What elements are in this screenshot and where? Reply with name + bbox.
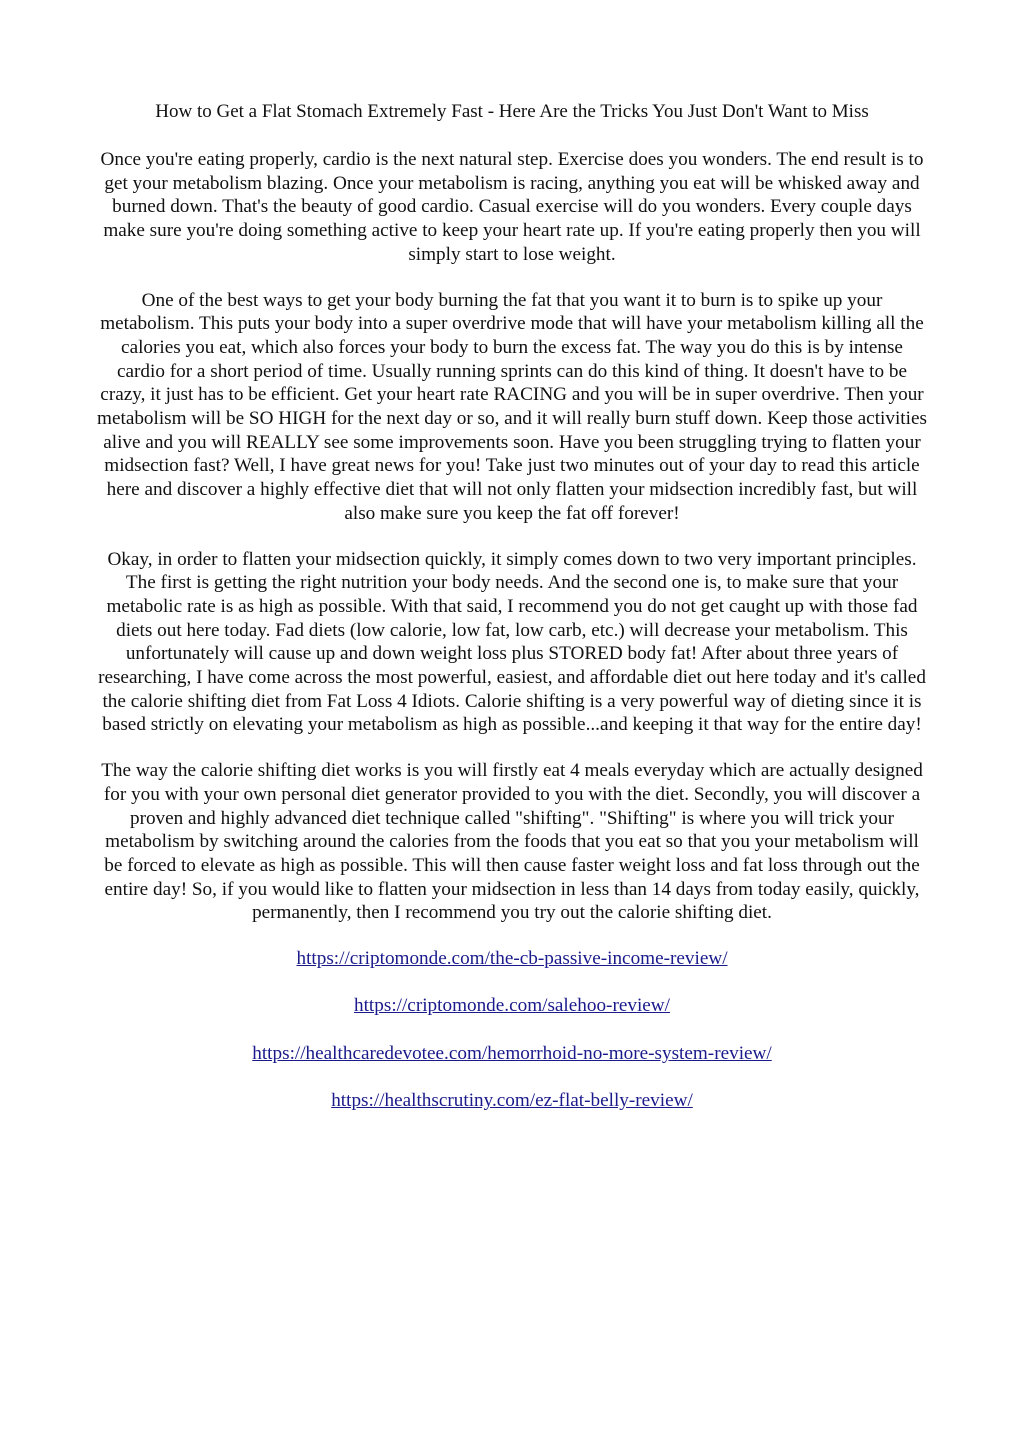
paragraph-principles: Okay, in order to flatten your midsection quickly, it simply comes down to two very important principles. The first is getting the right nutrition your body needs. And the second one is, to make sure that your metabolic rate is as high as possible. With that said, I recommend you do not get caught up with those fad diets out here today. Fad diets (low calorie, low fat, low carb, etc.) will decrease your metabolism. This unfortunately will cause up and down weight loss plus STORED body fat! After about three years of researching, I have come across the most powerful, easiest, and affordable diet out here today and it's called the calorie shifting diet from Fat Loss 4 Idiots. Calorie shifting is a very powerful way of dieting since it is based strictly on elevating your metabolism as high as possible...and keeping it that way for the entire day! [98, 548, 926, 736]
paragraph-cardio: Once you're eating properly, cardio is the next natural step. Exercise does you wonders. The end result is to get your metabolism blazing. Once your metabolism is racing, anything you eat will be whisked away and burned down. That's the beauty of good cardio. Casual exercise will do you wonders. Every couple days make sure you're doing something active to keep your heart rate up. If you're eating properly then you will simply start to lose weight. [100, 149, 924, 265]
link-list [96, 947, 928, 1113]
link-cb-passive-income-review[interactable]: https://criptomonde.com/the-cb-passive-income-review/ [296, 948, 728, 970]
paragraph-calorie-shifting: The way the calorie shifting diet works is you will firstly eat 4 meals everyday which are actually designed for you with your own personal diet generator provided to you with the diet. Secondly, you will discover a proven and highly advanced diet technique called "shifting". "Shifting" is where you will trick your metabolism by switching around the calories from the foods that you eat so that you your metabolism will be forced to elevate as high as possible. This will then cause faster weight loss and fat loss through out the entire day! So, if you would like to flatten your midsection in less than 14 days from today easily, quickly, permanently, then I recommend you try out the calorie shifting diet. [101, 760, 923, 924]
document-title: How to Get a Flat Stomach Extremely Fast - Here Are the Tricks You Just Don't Want to Miss [155, 101, 869, 122]
link-ez-flat-belly-review[interactable]: https://healthscrutiny.com/ez-flat-belly-review/ [331, 1090, 693, 1112]
paragraph-metabolism: One of the best ways to get your body burning the fat that you want it to burn is to spike up your metabolism. This puts your body into a super overdrive mode that will have your metabolism killing all the calories you eat, which also forces your body to burn the excess fat. The way you do this is by intense cardio for a short period of time. Usually running sprints can do this kind of thing. It doesn't have to be crazy, it just has to be efficient. Get your heart rate RACING and you will be in super overdrive. Then your metabolism will be SO HIGH for the next day or so, and it will really burn stuff down. Keep those activities alive and you will REALLY see some improvements soon. Have you been struggling trying to flatten your midsection fast? Well, I have great news for you! Take just two minutes out of your day to read this article here and discover a highly effective diet that will not only flatten your midsection incredibly fast, but will also make sure you keep the fat off forever! [97, 289, 927, 524]
link-salehoo-review[interactable]: https://criptomonde.com/salehoo-review/ [354, 995, 670, 1017]
link-hemorrhoid-no-more-review[interactable]: https://healthcaredevotee.com/hemorrhoid-no-more-system-review/ [252, 1042, 772, 1064]
document-page [96, 96, 928, 1137]
